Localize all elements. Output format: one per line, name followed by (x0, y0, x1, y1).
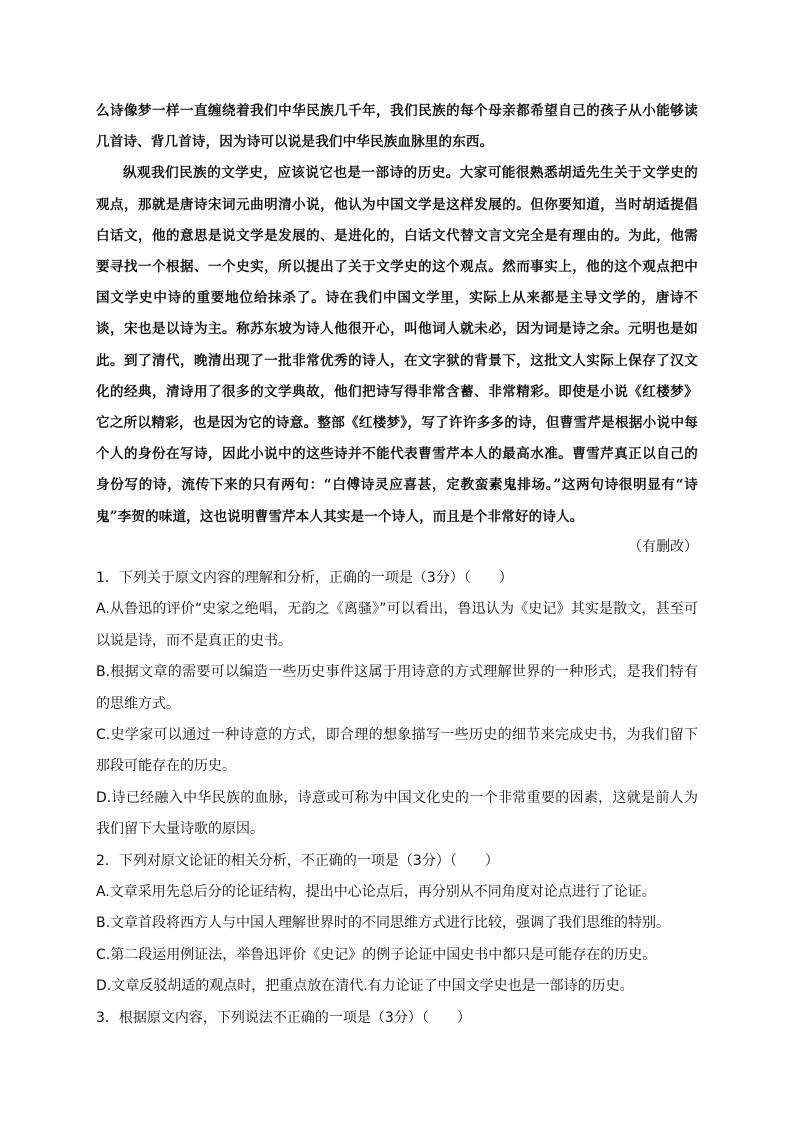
question-2-option-d: D.文章反驳胡适的观点时，把重点放在清代.有力论证了中国文学史也是一部诗的历史。 (96, 978, 634, 995)
question-3-stem: 3．根据原文内容，下列说法不正确的一项是（3分）（ ） (96, 1009, 471, 1026)
question-2-option-a: A.文章采用先总后分的论证结构，提出中心论点后，再分别从不同角度对论点进行了论证。 (96, 884, 656, 901)
passage-paragraph-1: 么诗像梦一样一直缠绕着我们中华民族几千年，我们民族的每个母亲都希望自己的孩子从小能够读几首诗、背几首诗，因为诗可以说是我们中华民族血脉里的东西。 (96, 103, 698, 151)
question-2-option-c: C.第二段运用例证法，举鲁迅评价《史记》的例子论证中国史书中都只是可能存在的历史。 (96, 946, 657, 963)
question-section (96, 563, 698, 1034)
question-1-option-c: C.史学家可以通过一种诗意的方式，即合理的想象描写一些历史的细节来完成史书，为我们留下那段可能存在的历史。 (96, 727, 698, 775)
question-2-stem: 2．下列对原文论证的相关分析，不正确的一项是（3分）（ ） (96, 852, 499, 869)
question-1-stem: 1．下列关于原文内容的理解和分析，正确的一项是（3分）（ ） (96, 570, 513, 586)
reading-passage (96, 96, 698, 533)
question-2-option-b: B.文章首段将西方人与中国人理解世界时的不同思维方式进行比较，强调了我们思维的特别。 (96, 915, 671, 932)
question-1-option-b: B.根据文章的需要可以编造一些历史事件这属于用诗意的方式理解世界的一种形式，是我们特有的思维方式。 (96, 664, 698, 712)
passage-paragraph-2: 纵观我们民族的文学史，应该说它也是一部诗的历史。大家可能很熟悉胡适先生关于文学史的观点，那就是唐诗宋词元曲明清小说，他认为中国文学是这样发展的。但你要知道，当时胡适提倡白话文，他的意思是说文学是发展的、是进化的，白话文代替文言文完全是有理由的。为此，他需要寻找一个根据、一个史实，所以提出了关于文学史的这个观点。然而事实上，他的这个观点把中国文学史中诗的重要地位给抹杀了。诗在我们中国文学里，实际上从来都是主导文学的，唐诗不谈，宋也是以诗为主。称苏东坡为诗人他很开心，叫他词人就未必，因为词是诗之余。元明也是如此。到了清代，晚清出现了一批非常优秀的诗人，在文字狱的背景下，这批文人实际上保存了汉文化的经典，清诗用了很多的文学典故，他们把诗写得非常含蓄、非常精彩。即使是小说《红楼梦》它之所以精彩，也是因为它的诗意。整部《红楼梦》，写了许许多多的诗，但曹雪芹是根据小说中每个人的身份在写诗，因此小说中的这些诗并不能代表曹雪芹本人的最高水准。曹雪芹真正以自己的身份写的诗，流传下来的只有两句：“白傅诗灵应喜甚，定教蛮素鬼排场。”这两句诗很明显有“诗鬼”李贺的味道，这也说明曹雪芹本人其实是一个诗人，而且是个非常好的诗人。 (96, 165, 698, 525)
question-1-option-a: A.从鲁迅的评价“史家之绝唱，无韵之《离骚》”可以看出，鲁迅认为《史记》其实是散文，甚至可以说是诗，而不是真正的史书。 (96, 601, 698, 649)
question-1-option-d: D.诗已经融入中华民族的血脉，诗意或可称为中国文化史的一个非常重要的因素，这就是前人为我们留下大量诗歌的原因。 (96, 789, 698, 838)
source-note: （有删改） (628, 539, 698, 555)
